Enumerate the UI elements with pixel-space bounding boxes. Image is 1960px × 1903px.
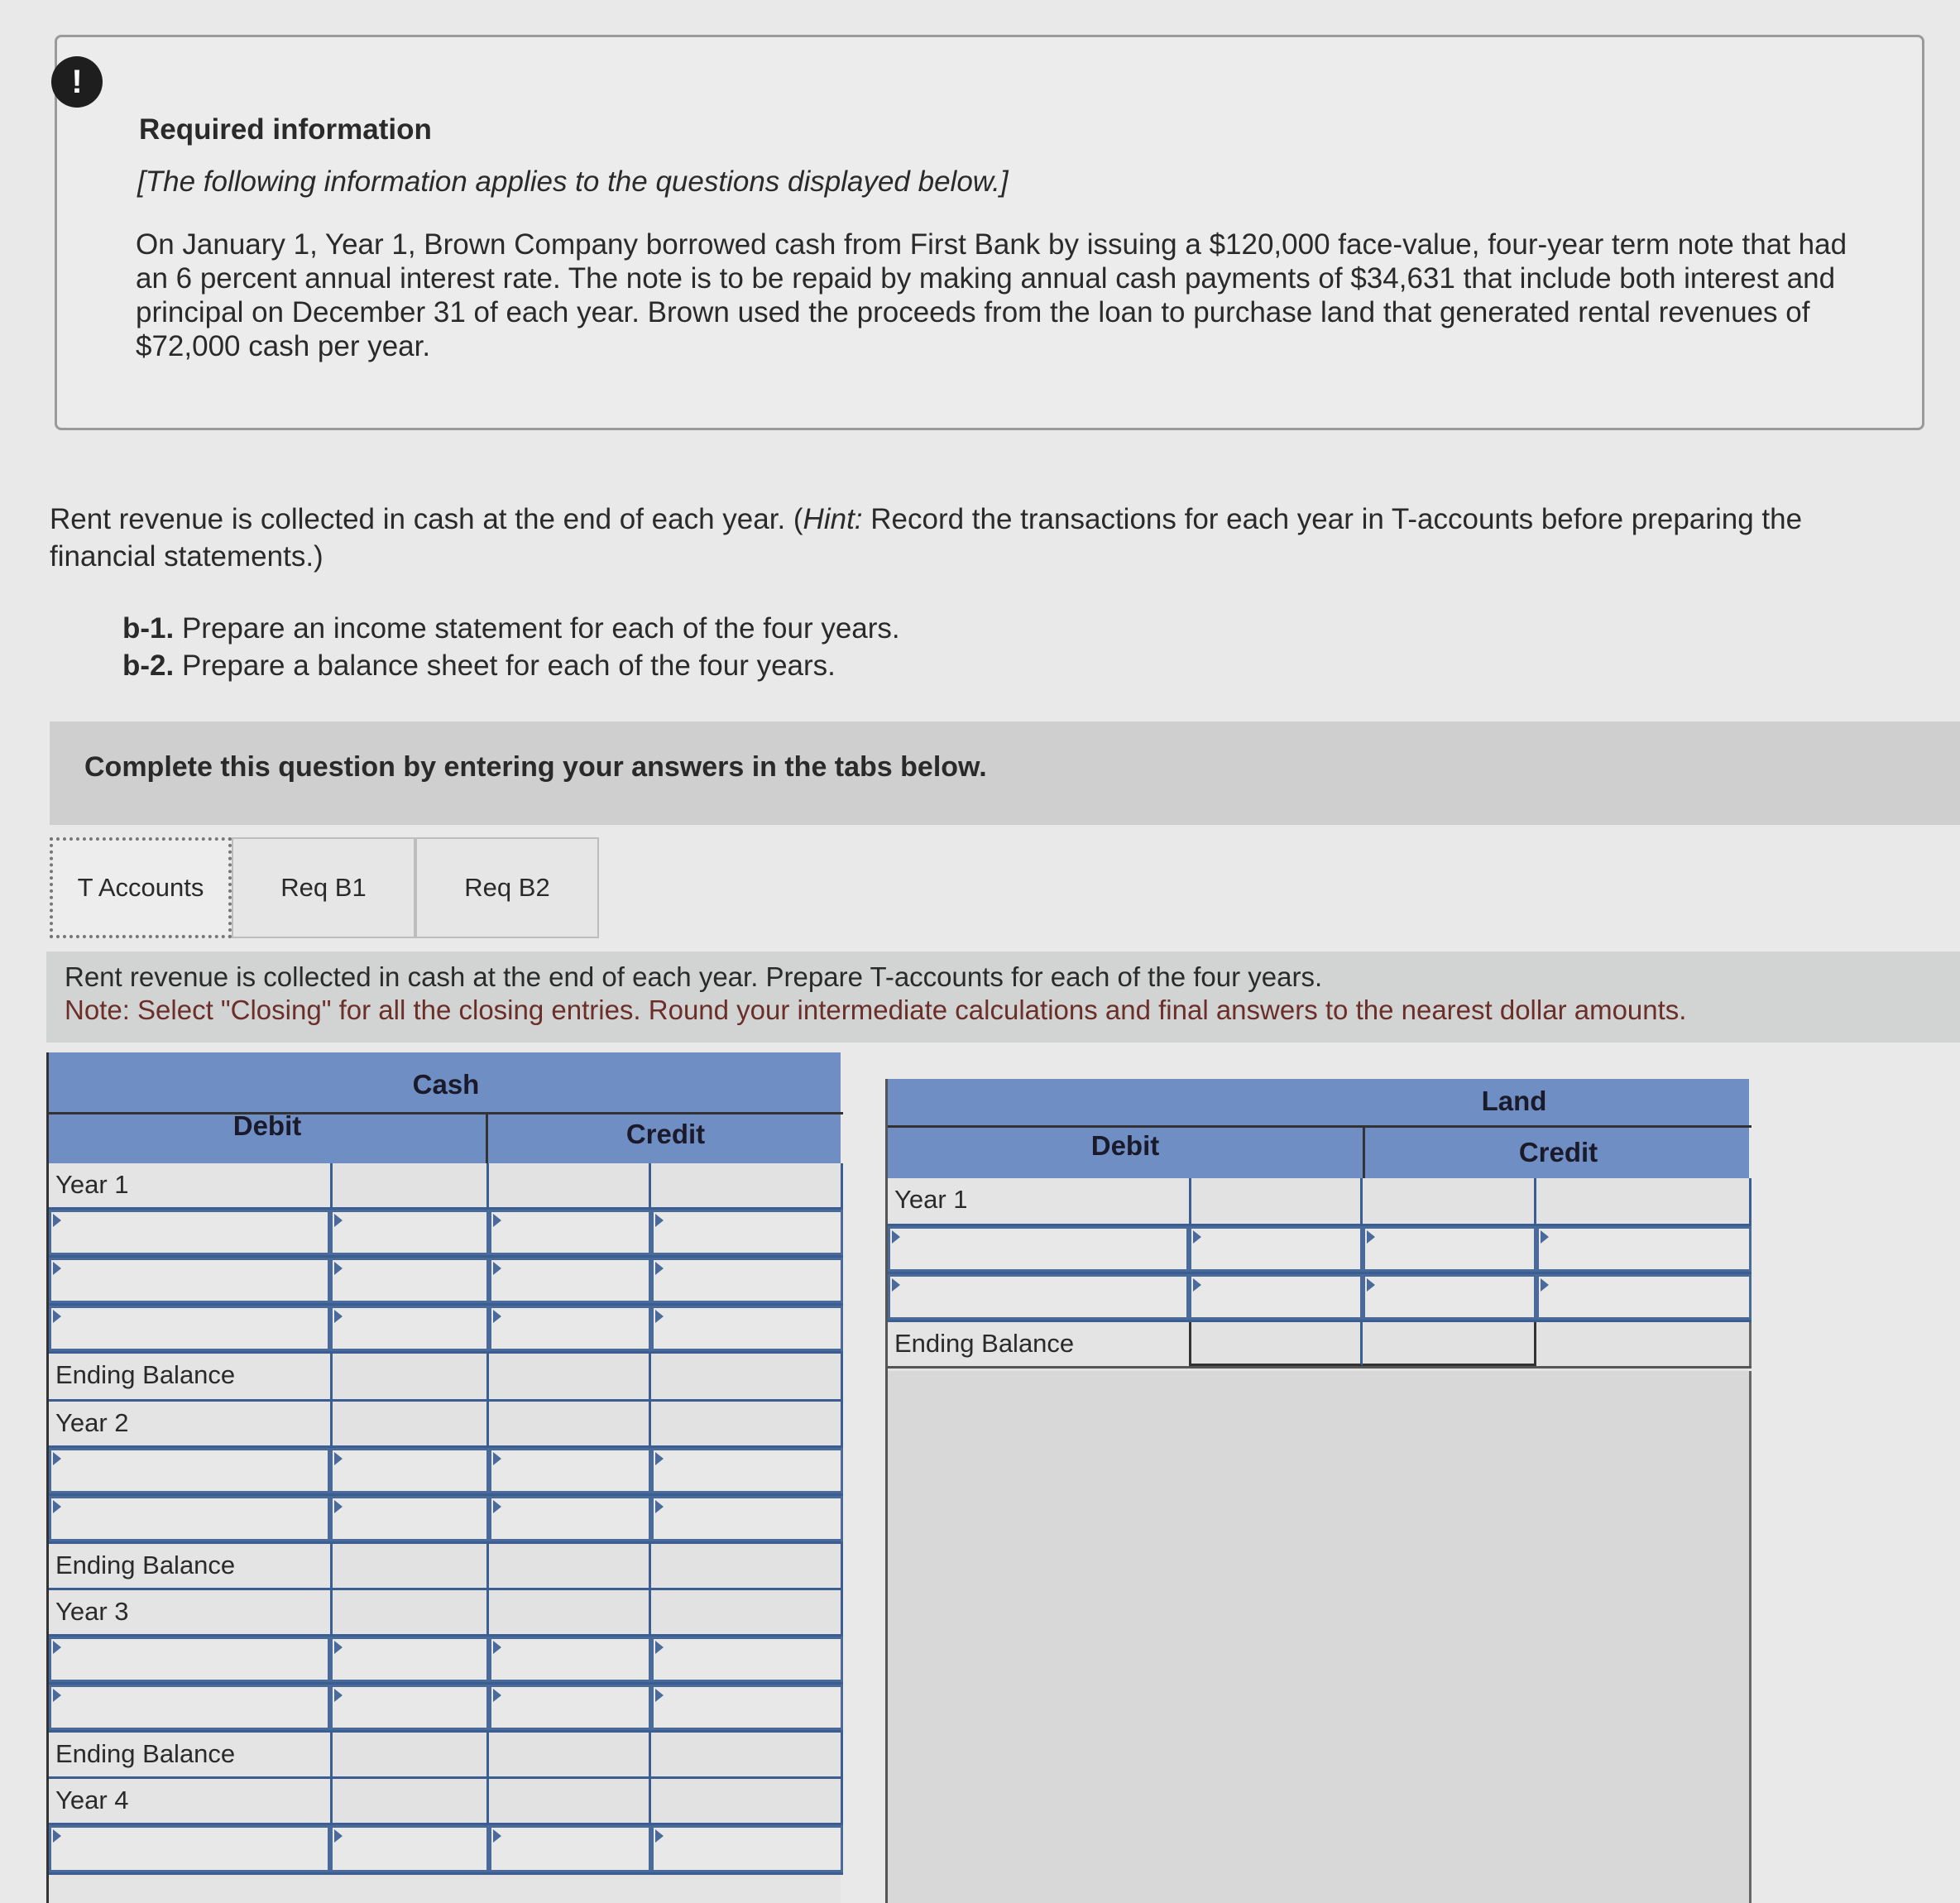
cash-y3-account-select-credit-1[interactable] <box>489 1637 651 1682</box>
cash-y2-account-select-1[interactable] <box>49 1448 330 1493</box>
cash-eb3-label: Ending Balance <box>55 1739 236 1768</box>
task-text: Prepare a balance sheet for each of the four years. <box>174 650 836 682</box>
cash-y1-debit-input-1[interactable] <box>330 1210 489 1255</box>
cash-year1-label: Year 1 <box>55 1170 129 1199</box>
table-row <box>49 1354 843 1402</box>
cash-debit-header: Debit <box>232 1110 302 1141</box>
instruction-bar <box>46 952 1960 1043</box>
land-y1-debit-input-1[interactable] <box>1189 1226 1363 1272</box>
cash-y4-debit-input-1[interactable] <box>330 1825 489 1872</box>
cash-year2-label: Year 2 <box>55 1408 129 1437</box>
table-row <box>49 1448 843 1496</box>
cash-y4-account-select-credit-1[interactable] <box>489 1825 651 1872</box>
rent-text-before: Rent revenue is collected in cash at the end of each year. ( <box>50 503 803 535</box>
complete-question-bar <box>50 721 1960 825</box>
cash-y3-account-select-credit-2[interactable] <box>489 1685 651 1730</box>
cash-eb1-label: Ending Balance <box>55 1360 236 1389</box>
table-row <box>49 1779 843 1825</box>
table-row <box>888 1178 1752 1226</box>
cash-y4-credit-input-1[interactable] <box>651 1825 843 1872</box>
land-y1-account-select-credit-1[interactable] <box>1363 1226 1536 1272</box>
required-info-paragraph: On January 1, Year 1, Brown Company borrowed cash from First Bank by issuing a $120,000 face-value, four-year term note that had an 6 percent annual interest rate. The note is to be repaid by making annual cash payments of $34,631 that include both interest and principal on December 31 of each year. Brown used the proceeds from the loan to purchase land that generated rental revenues of $72,000 cash per year. <box>136 228 1847 362</box>
table-row <box>49 1163 843 1210</box>
cash-header <box>49 1052 841 1163</box>
cash-y1-account-select-3[interactable] <box>49 1306 330 1351</box>
task-number: b-1. <box>122 612 175 645</box>
hint-label: Hint: <box>803 503 863 535</box>
cash-y1-account-select-credit-2[interactable] <box>489 1258 651 1303</box>
cash-year3-label: Year 3 <box>55 1597 129 1626</box>
land-debit-header: Debit <box>1090 1130 1160 1161</box>
tab-t-accounts[interactable]: T Accounts <box>50 837 232 938</box>
required-info-title: Required information <box>139 113 432 146</box>
table-row <box>49 1402 843 1448</box>
cash-y3-debit-input-2[interactable] <box>330 1685 489 1730</box>
table-row <box>888 1274 1752 1322</box>
cash-y1-credit-input-3[interactable] <box>651 1306 843 1351</box>
cash-y1-debit-input-3[interactable] <box>330 1306 489 1351</box>
tab-req-b2[interactable]: Req B2 <box>415 837 599 938</box>
cash-y2-account-select-credit-2[interactable] <box>489 1496 651 1541</box>
table-row <box>49 1258 843 1306</box>
cash-y1-credit-input-2[interactable] <box>651 1258 843 1303</box>
table-row <box>888 1226 1752 1274</box>
tab-bar <box>50 837 599 938</box>
cash-y2-account-select-credit-1[interactable] <box>489 1448 651 1493</box>
rent-text-after: Record the transactions for each year in T-accounts before preparing the financial statements.) <box>50 503 1803 573</box>
land-account-name: Land <box>1481 1086 1547 1116</box>
cash-y2-debit-input-2[interactable] <box>330 1496 489 1541</box>
cash-y2-account-select-2[interactable] <box>49 1496 330 1541</box>
land-year1-label: Year 1 <box>894 1185 968 1214</box>
cash-y3-account-select-2[interactable] <box>49 1685 330 1730</box>
alert-icon: ! <box>51 56 103 108</box>
required-info-subtitle: [The following information applies to the questions displayed below.] <box>137 165 1009 198</box>
cash-credit-header: Credit <box>625 1119 706 1149</box>
table-row <box>49 1544 843 1590</box>
instruction-line: Rent revenue is collected in cash at the end of each year. Prepare T-accounts for each of the four years. <box>65 961 1323 992</box>
cash-y1-account-select-2[interactable] <box>49 1258 330 1303</box>
land-y1-account-select-1[interactable] <box>888 1226 1189 1272</box>
land-y1-account-select-2[interactable] <box>888 1274 1189 1320</box>
cash-y2-credit-input-2[interactable] <box>651 1496 843 1541</box>
cash-year4-label: Year 4 <box>55 1786 129 1814</box>
cash-y3-account-select-1[interactable] <box>49 1637 330 1682</box>
task-text: Prepare an income statement for each of the four years. <box>174 612 900 645</box>
cash-y1-account-select-1[interactable] <box>49 1210 330 1255</box>
cash-y3-debit-input-1[interactable] <box>330 1637 489 1682</box>
tab-req-b1[interactable]: Req B1 <box>232 837 415 938</box>
task-item <box>122 647 900 684</box>
cash-y1-debit-input-2[interactable] <box>330 1258 489 1303</box>
land-y1-credit-input-2[interactable] <box>1536 1274 1752 1320</box>
complete-question-text: Complete this question by entering your answers in the tabs below. <box>84 751 987 783</box>
cash-y2-credit-input-1[interactable] <box>651 1448 843 1493</box>
table-row <box>49 1210 843 1258</box>
cash-account-name: Cash <box>412 1069 480 1100</box>
task-number: b-2. <box>122 650 175 682</box>
table-row <box>49 1496 843 1544</box>
land-y1-debit-input-2[interactable] <box>1189 1274 1363 1320</box>
instruction-note: Note: Select "Closing" for all the closing entries. Round your intermediate calculations and final answers to the nearest dollar amounts. <box>65 995 1687 1025</box>
task-list <box>122 610 900 684</box>
rent-paragraph <box>50 501 1903 575</box>
table-row <box>49 1685 843 1733</box>
cash-y2-debit-input-1[interactable] <box>330 1448 489 1493</box>
table-row <box>49 1637 843 1685</box>
task-item <box>122 610 900 647</box>
cash-y3-credit-input-1[interactable] <box>651 1637 843 1682</box>
land-header <box>888 1079 1749 1178</box>
table-row <box>49 1733 843 1779</box>
cash-y1-account-select-credit-1[interactable] <box>489 1210 651 1255</box>
land-credit-header: Credit <box>1518 1137 1598 1167</box>
land-t-account <box>885 1079 1749 1903</box>
table-row <box>49 1825 843 1875</box>
cash-y4-account-select-1[interactable] <box>49 1825 330 1872</box>
cash-y1-credit-input-1[interactable] <box>651 1210 843 1255</box>
land-y1-account-select-credit-2[interactable] <box>1363 1274 1536 1320</box>
cash-y3-credit-input-2[interactable] <box>651 1685 843 1730</box>
land-empty-area <box>888 1371 1752 1903</box>
table-row <box>49 1590 843 1637</box>
land-eb1-label: Ending Balance <box>894 1329 1075 1358</box>
land-y1-credit-input-1[interactable] <box>1536 1226 1752 1272</box>
cash-eb2-label: Ending Balance <box>55 1551 236 1579</box>
cash-t-account <box>46 1052 841 1903</box>
table-row <box>49 1306 843 1354</box>
table-row <box>888 1322 1752 1369</box>
cash-y1-account-select-credit-3[interactable] <box>489 1306 651 1351</box>
